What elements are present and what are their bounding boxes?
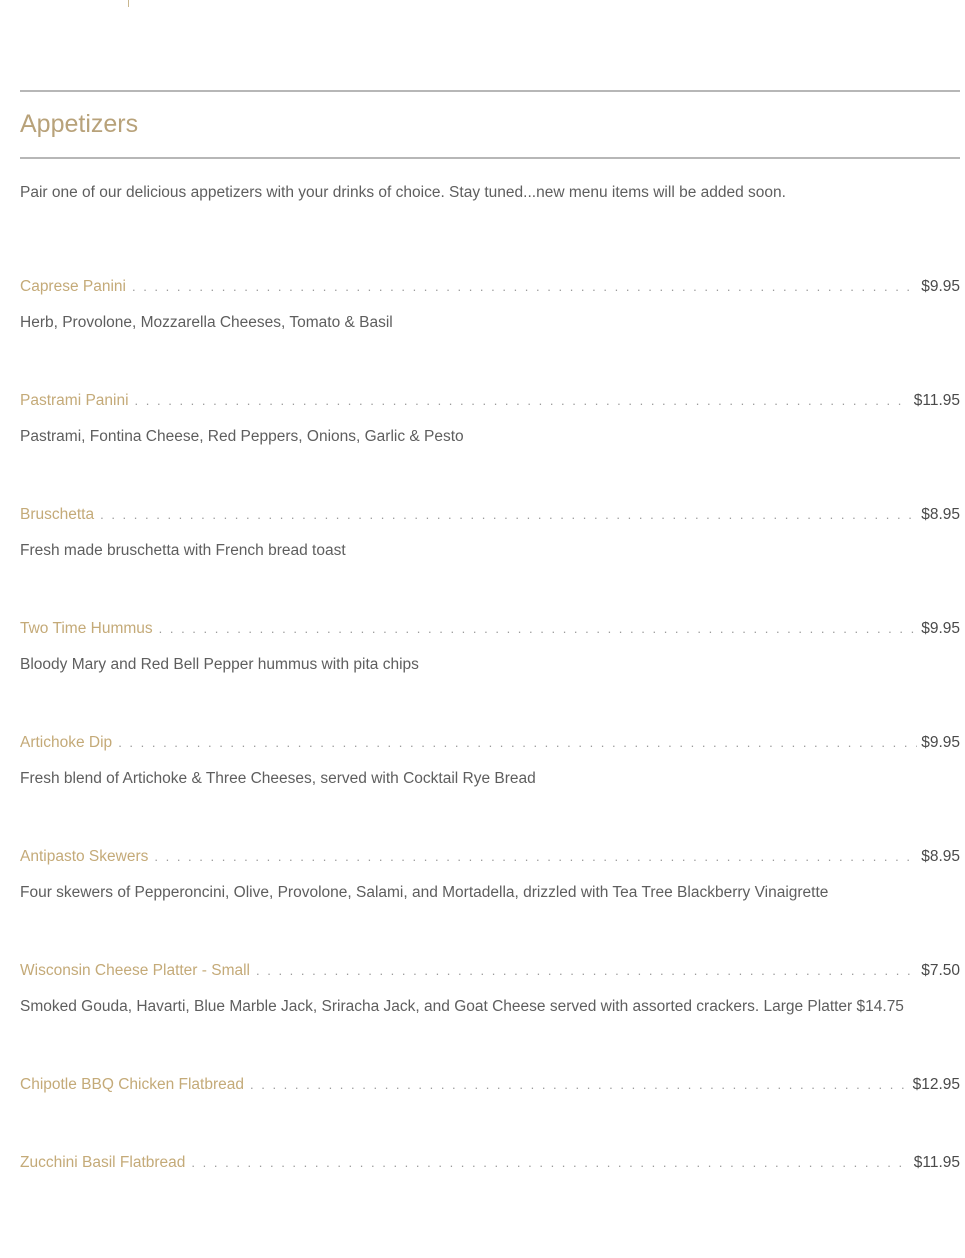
menu-item-name: Caprese Panini [20,278,126,295]
menu-item-description: Herb, Provolone, Mozzarella Cheeses, Tomato & Basil [20,314,393,331]
dot-leader [250,1075,909,1095]
menu-item [20,1153,960,1193]
menu-item-name: Pastrami Panini [20,392,129,409]
menu-item-description: Smoked Gouda, Havarti, Blue Marble Jack, Sriracha Jack, and Goat Cheese served with assorted crackers. Large Platter $14.75 [20,998,904,1015]
menu-item-line [20,1075,960,1095]
section-title: Appetizers [20,110,139,138]
menu-item-description: Fresh blend of Artichoke & Three Cheeses, served with Cocktail Rye Bread [20,770,536,787]
menu-item-name: Antipasto Skewers [20,848,149,865]
menu-item-price: $9.95 [921,278,960,295]
menu-item-name: Wisconsin Cheese Platter - Small [20,962,250,979]
dot-leader [256,961,917,981]
section-top-rule [20,90,960,92]
menu-item [20,961,960,1075]
menu-item-name: Chipotle BBQ Chicken Flatbread [20,1076,245,1093]
menu-list [20,277,960,1193]
menu-item-price: $9.95 [921,620,960,637]
menu-item-price: $8.95 [921,848,960,865]
menu-item [20,1075,960,1153]
header-divider-tick [128,0,129,7]
dot-leader [154,847,917,867]
menu-item-name: Zucchini Basil Flatbread [20,1154,186,1171]
menu-item-price: $11.95 [913,1154,960,1171]
menu-item [20,391,960,505]
menu-item-name: Artichoke Dip [20,734,113,751]
menu-item-description: Four skewers of Pepperoncini, Olive, Provolone, Salami, and Mortadella, drizzled with Tea Tree Blackberry Vinaigrette [20,884,829,901]
menu-item-price: $11.95 [913,392,960,409]
menu-item [20,847,960,961]
menu-item-line [20,505,960,525]
dot-leader [100,505,917,525]
dot-leader [118,733,917,753]
dot-leader [191,1153,909,1173]
menu-item-line [20,733,960,753]
dot-leader [159,619,918,639]
menu-item-price: $8.95 [921,506,960,523]
menu-item-description: Pastrami, Fontina Cheese, Red Peppers, Onions, Garlic & Pesto [20,428,464,445]
menu-item-line [20,1153,960,1173]
menu-item-price: $9.95 [921,734,960,751]
menu-item-price: $12.95 [912,1076,960,1093]
menu-item-line [20,277,960,297]
menu-item [20,505,960,619]
menu-item-description: Fresh made bruschetta with French bread toast [20,542,346,559]
menu-item-line [20,619,960,639]
menu-item-description: Bloody Mary and Red Bell Pepper hummus with pita chips [20,656,419,673]
menu-item-line [20,391,960,411]
menu-item-name: Two Time Hummus [20,620,153,637]
dot-leader [132,277,917,297]
menu-item-line [20,961,960,981]
section-intro: Pair one of our delicious appetizers with your drinks of choice. Stay tuned...new menu items will be added soon. [20,184,786,201]
menu-item [20,733,960,847]
menu-item-name: Bruschetta [20,506,95,523]
menu-item-price: $7.50 [921,962,960,979]
section-bottom-rule [20,157,960,159]
menu-item-line [20,847,960,867]
menu-item [20,277,960,391]
dot-leader [135,391,910,411]
menu-item [20,619,960,733]
